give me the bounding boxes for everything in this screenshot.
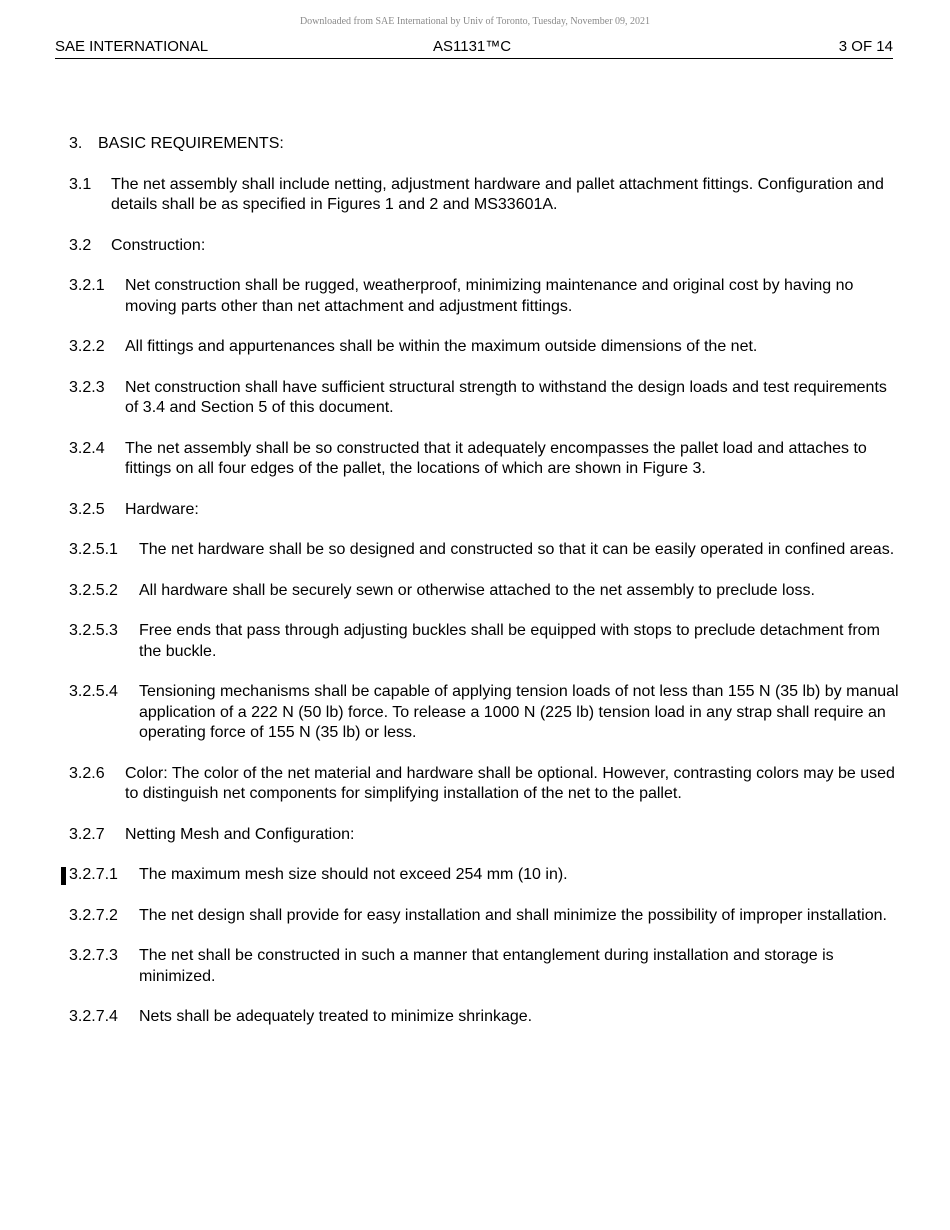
section-number: 3.2 bbox=[69, 236, 92, 254]
section-text: Color: The color of the net material and hardware shall be optional. However, contrasting colors may be used to distinguish net components for simplifying installation of the net to the pallet. bbox=[125, 764, 895, 802]
section-heading: Hardware: bbox=[125, 500, 199, 518]
section-3-2-5-4 bbox=[69, 682, 899, 744]
section-3-2-6 bbox=[69, 764, 899, 805]
section-text: The net design shall provide for easy installation and shall minimize the possibility of improper installation. bbox=[139, 906, 887, 924]
section-number: 3.2.7 bbox=[69, 825, 105, 843]
section-3-2-7-3 bbox=[69, 946, 899, 987]
section-heading: BASIC REQUIREMENTS: bbox=[98, 135, 284, 152]
section-number: 3. bbox=[69, 135, 83, 152]
section-3-2-5-1 bbox=[69, 540, 899, 561]
section-text: Net construction shall have sufficient structural strength to withstand the design loads and test requirements of 3.4 and Section 5 of this document. bbox=[125, 378, 887, 416]
section-3-2-7-1 bbox=[69, 865, 899, 886]
section-3 bbox=[69, 134, 899, 155]
section-3-2-7 bbox=[69, 825, 899, 846]
section-number: 3.2.3 bbox=[69, 378, 105, 396]
header-page-number: 3 OF 14 bbox=[838, 38, 893, 55]
section-text: Free ends that pass through adjusting buckles shall be equipped with stops to preclude detachment from the buckle. bbox=[139, 622, 880, 660]
section-number: 3.2.5.3 bbox=[69, 622, 118, 639]
section-text: The net assembly shall be so constructed that it adequately encompasses the pallet load and attaches to fittings on all four edges of the pallet, the locations of which are shown in Figure 3. bbox=[125, 439, 867, 477]
revision-change-bar bbox=[61, 867, 66, 885]
section-text: All hardware shall be securely sewn or otherwise attached to the net assembly to preclude loss. bbox=[139, 581, 815, 599]
header-document-id: AS1131™C bbox=[433, 38, 512, 55]
section-3-2-4 bbox=[69, 439, 899, 480]
section-number: 3.2.2 bbox=[69, 338, 105, 355]
section-number: 3.2.5 bbox=[69, 500, 105, 518]
download-watermark: Downloaded from SAE International by Univ of Toronto, Tuesday, November 09, 2021 bbox=[299, 16, 651, 27]
section-number: 3.2.7.2 bbox=[69, 906, 118, 924]
section-number: 3.1 bbox=[69, 175, 92, 193]
header-organization: SAE INTERNATIONAL bbox=[55, 38, 209, 55]
section-text: All fittings and appurtenances shall be within the maximum outside dimensions of the net. bbox=[125, 338, 758, 355]
section-3-2-7-4 bbox=[69, 1007, 899, 1028]
section-number: 3.2.7.1 bbox=[69, 866, 118, 883]
section-number: 3.2.7.3 bbox=[69, 947, 118, 964]
section-heading: Construction: bbox=[111, 236, 206, 254]
section-3-2-7-2 bbox=[69, 906, 899, 927]
section-3-2-3 bbox=[69, 378, 899, 419]
section-text: Nets shall be adequately treated to minimize shrinkage. bbox=[139, 1008, 533, 1025]
section-3-2-5-3 bbox=[69, 621, 899, 662]
section-3-2-5-2 bbox=[69, 581, 899, 602]
section-3-2-5 bbox=[69, 500, 899, 521]
section-3-2-2 bbox=[69, 337, 899, 358]
section-heading: Netting Mesh and Configuration: bbox=[125, 825, 355, 843]
section-text: The net shall be constructed in such a manner that entanglement during installation and storage is minimized. bbox=[139, 947, 834, 985]
section-number: 3.2.5.2 bbox=[69, 581, 118, 599]
section-3-1 bbox=[69, 175, 899, 216]
section-number: 3.2.4 bbox=[69, 439, 105, 457]
page-header bbox=[55, 38, 893, 59]
section-text: The net assembly shall include netting, adjustment hardware and pallet attachment fittings. Configuration and details shall be as specified in Figures 1 and 2 and MS33601A. bbox=[111, 175, 884, 213]
section-number: 3.2.6 bbox=[69, 764, 105, 782]
section-number: 3.2.7.4 bbox=[69, 1008, 118, 1025]
section-number: 3.2.1 bbox=[69, 277, 105, 294]
section-text: The maximum mesh size should not exceed 254 mm (10 in). bbox=[139, 866, 568, 883]
section-text: Tensioning mechanisms shall be capable of applying tension loads of not less than 155 N (35 lb) by manual application of a 222 N (50 lb) force. To release a 1000 N (225 lb) tension load in any strap shall require an operating force of 155 N (35 lb) or less. bbox=[139, 683, 899, 741]
section-number: 3.2.5.1 bbox=[69, 541, 118, 558]
section-text: Net construction shall be rugged, weatherproof, minimizing maintenance and original cost by having no moving parts other than net attachment and adjustment fittings. bbox=[125, 277, 854, 315]
section-3-2-1 bbox=[69, 276, 899, 317]
section-3-2 bbox=[69, 236, 899, 257]
section-text: The net hardware shall be so designed and constructed so that it can be easily operated in confined areas. bbox=[139, 541, 895, 558]
document-body bbox=[69, 134, 899, 1048]
section-number: 3.2.5.4 bbox=[69, 683, 118, 700]
